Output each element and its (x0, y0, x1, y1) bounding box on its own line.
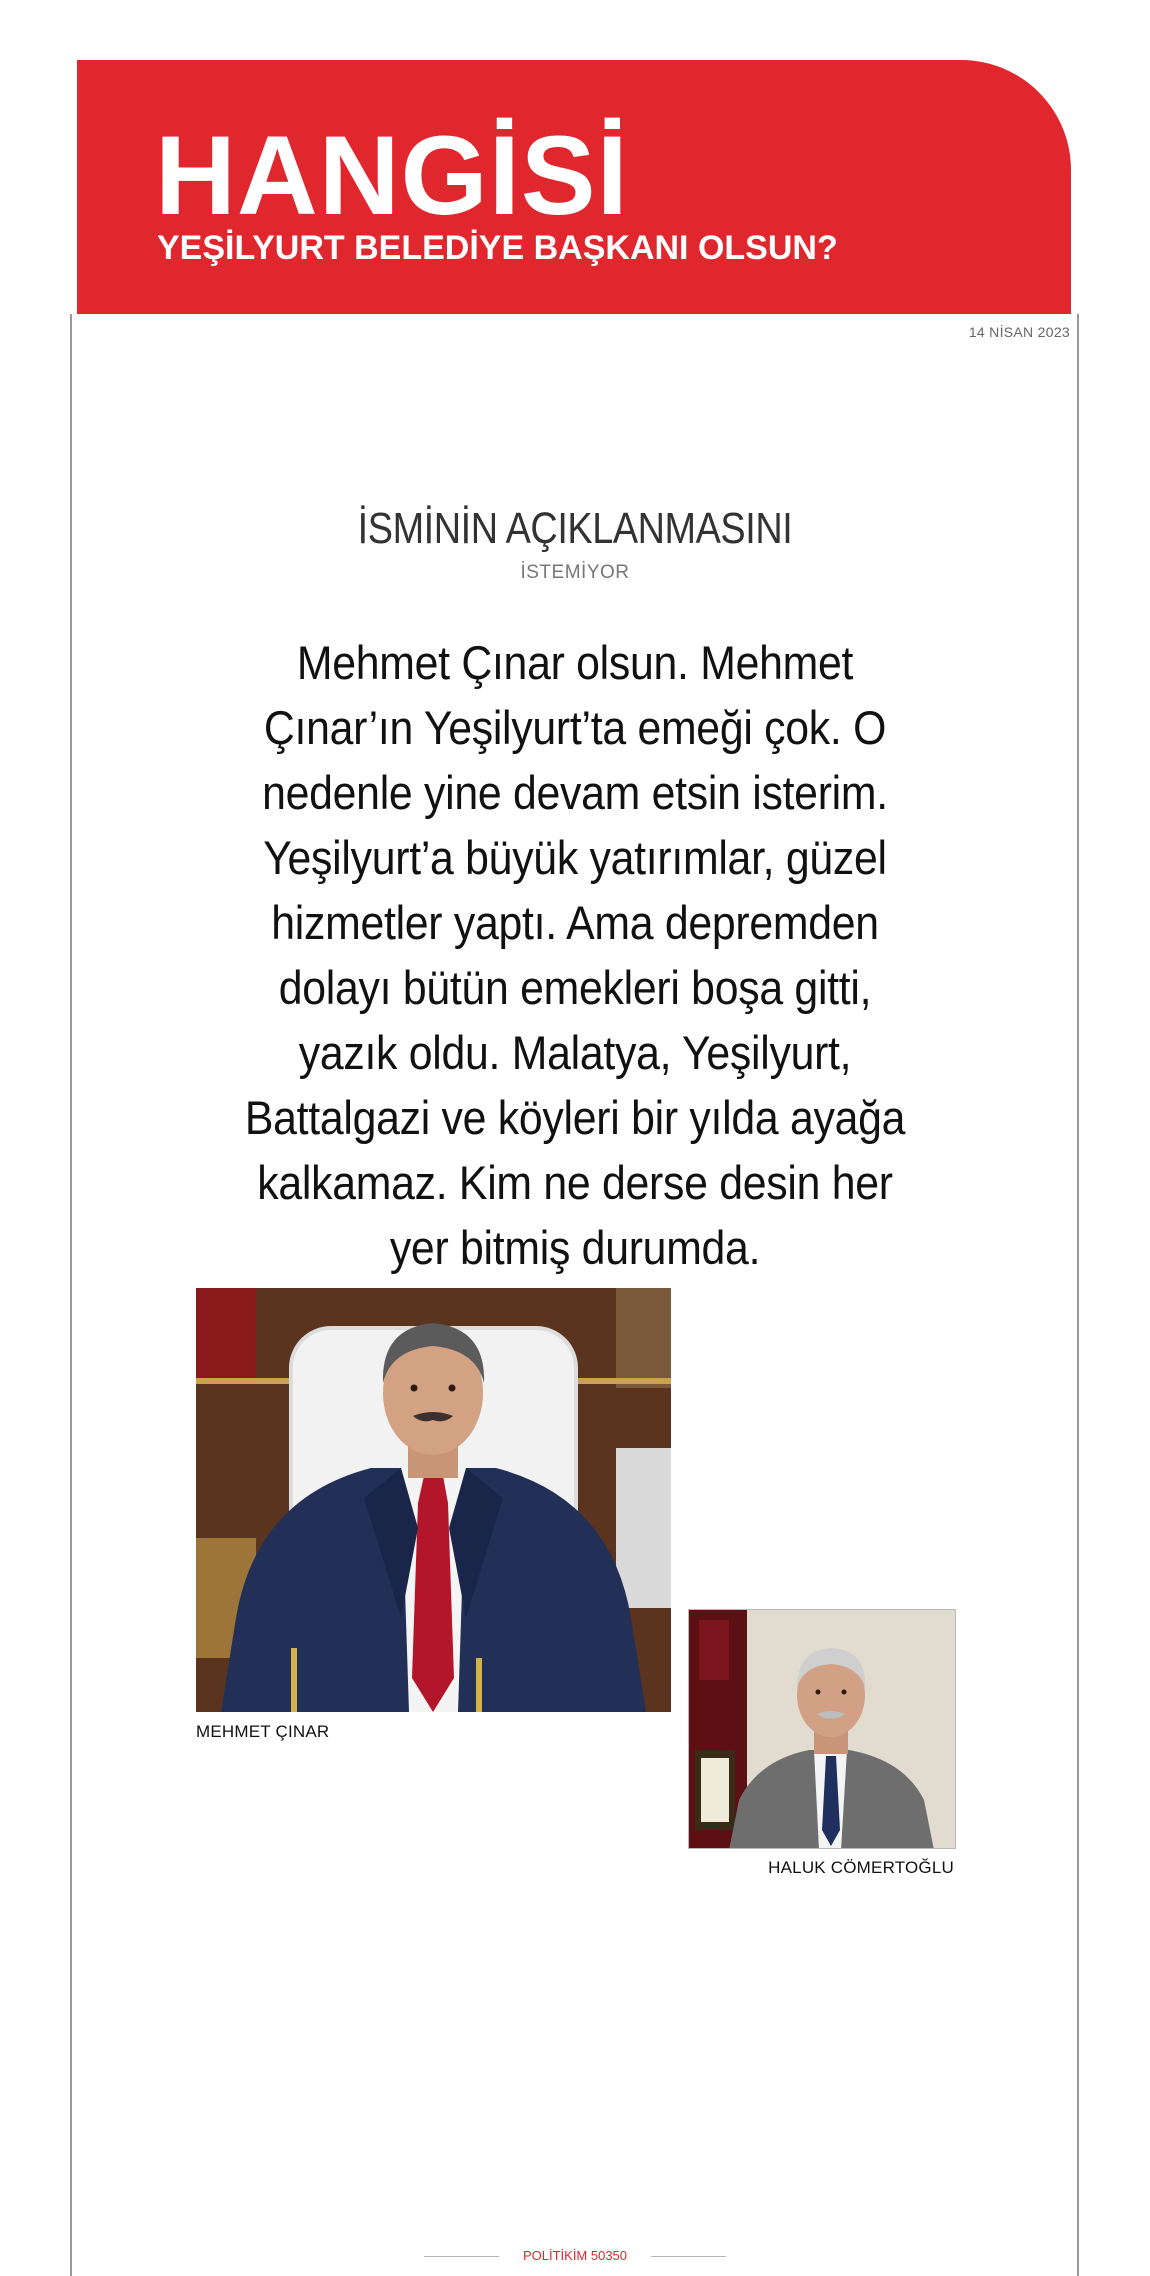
page-frame-right-line (1077, 314, 1079, 2276)
candidate-photo-mehmet-cinar (196, 1288, 671, 1712)
publish-date: 14 NİSAN 2023 (968, 324, 1070, 340)
portrait-illustration (689, 1610, 956, 1849)
headline-subtitle: YEŞİLYURT BELEDİYE BAŞKANI OLSUN? (157, 229, 838, 267)
headline-title: HANGİSİ (155, 113, 629, 238)
respondent-note: İSTEMİYOR (520, 562, 630, 583)
photo-caption-haluk-comertoglu: HALUK CÖMERTOĞLU (768, 1858, 954, 1877)
portrait-illustration (196, 1288, 671, 1712)
candidate-photo-haluk-comertoglu (688, 1609, 956, 1849)
photo-caption-mehmet-cinar: MEHMET ÇINAR (196, 1722, 330, 1741)
header-banner (77, 60, 1071, 314)
respondent-name: İSMİNİN AÇIKLANMASINI (357, 504, 793, 553)
page-footer (0, 2248, 1150, 2263)
page-frame-left-line (70, 314, 72, 2276)
footer-rule-left (424, 2256, 499, 2257)
footer-label: POLİTİKİM 50350 (522, 2248, 628, 2263)
respondent-quote: Mehmet Çınar olsun. Mehmet Çınar’ın Yeşilyurt’ta emeği çok. O nedenle yine devam etsin isterim. Yeşilyurt’a büyük yatırımlar, güzel hizmetler yaptı. Ama depremden dolayı bütün emekleri boşa gitti, yazık oldu. Malatya, Yeşilyurt, Battalgazi ve köyleri bir yılda ayağa kalkamaz. Kim ne derse desin her yer bitmiş durumda. (244, 636, 906, 1274)
footer-rule-right (651, 2256, 726, 2257)
